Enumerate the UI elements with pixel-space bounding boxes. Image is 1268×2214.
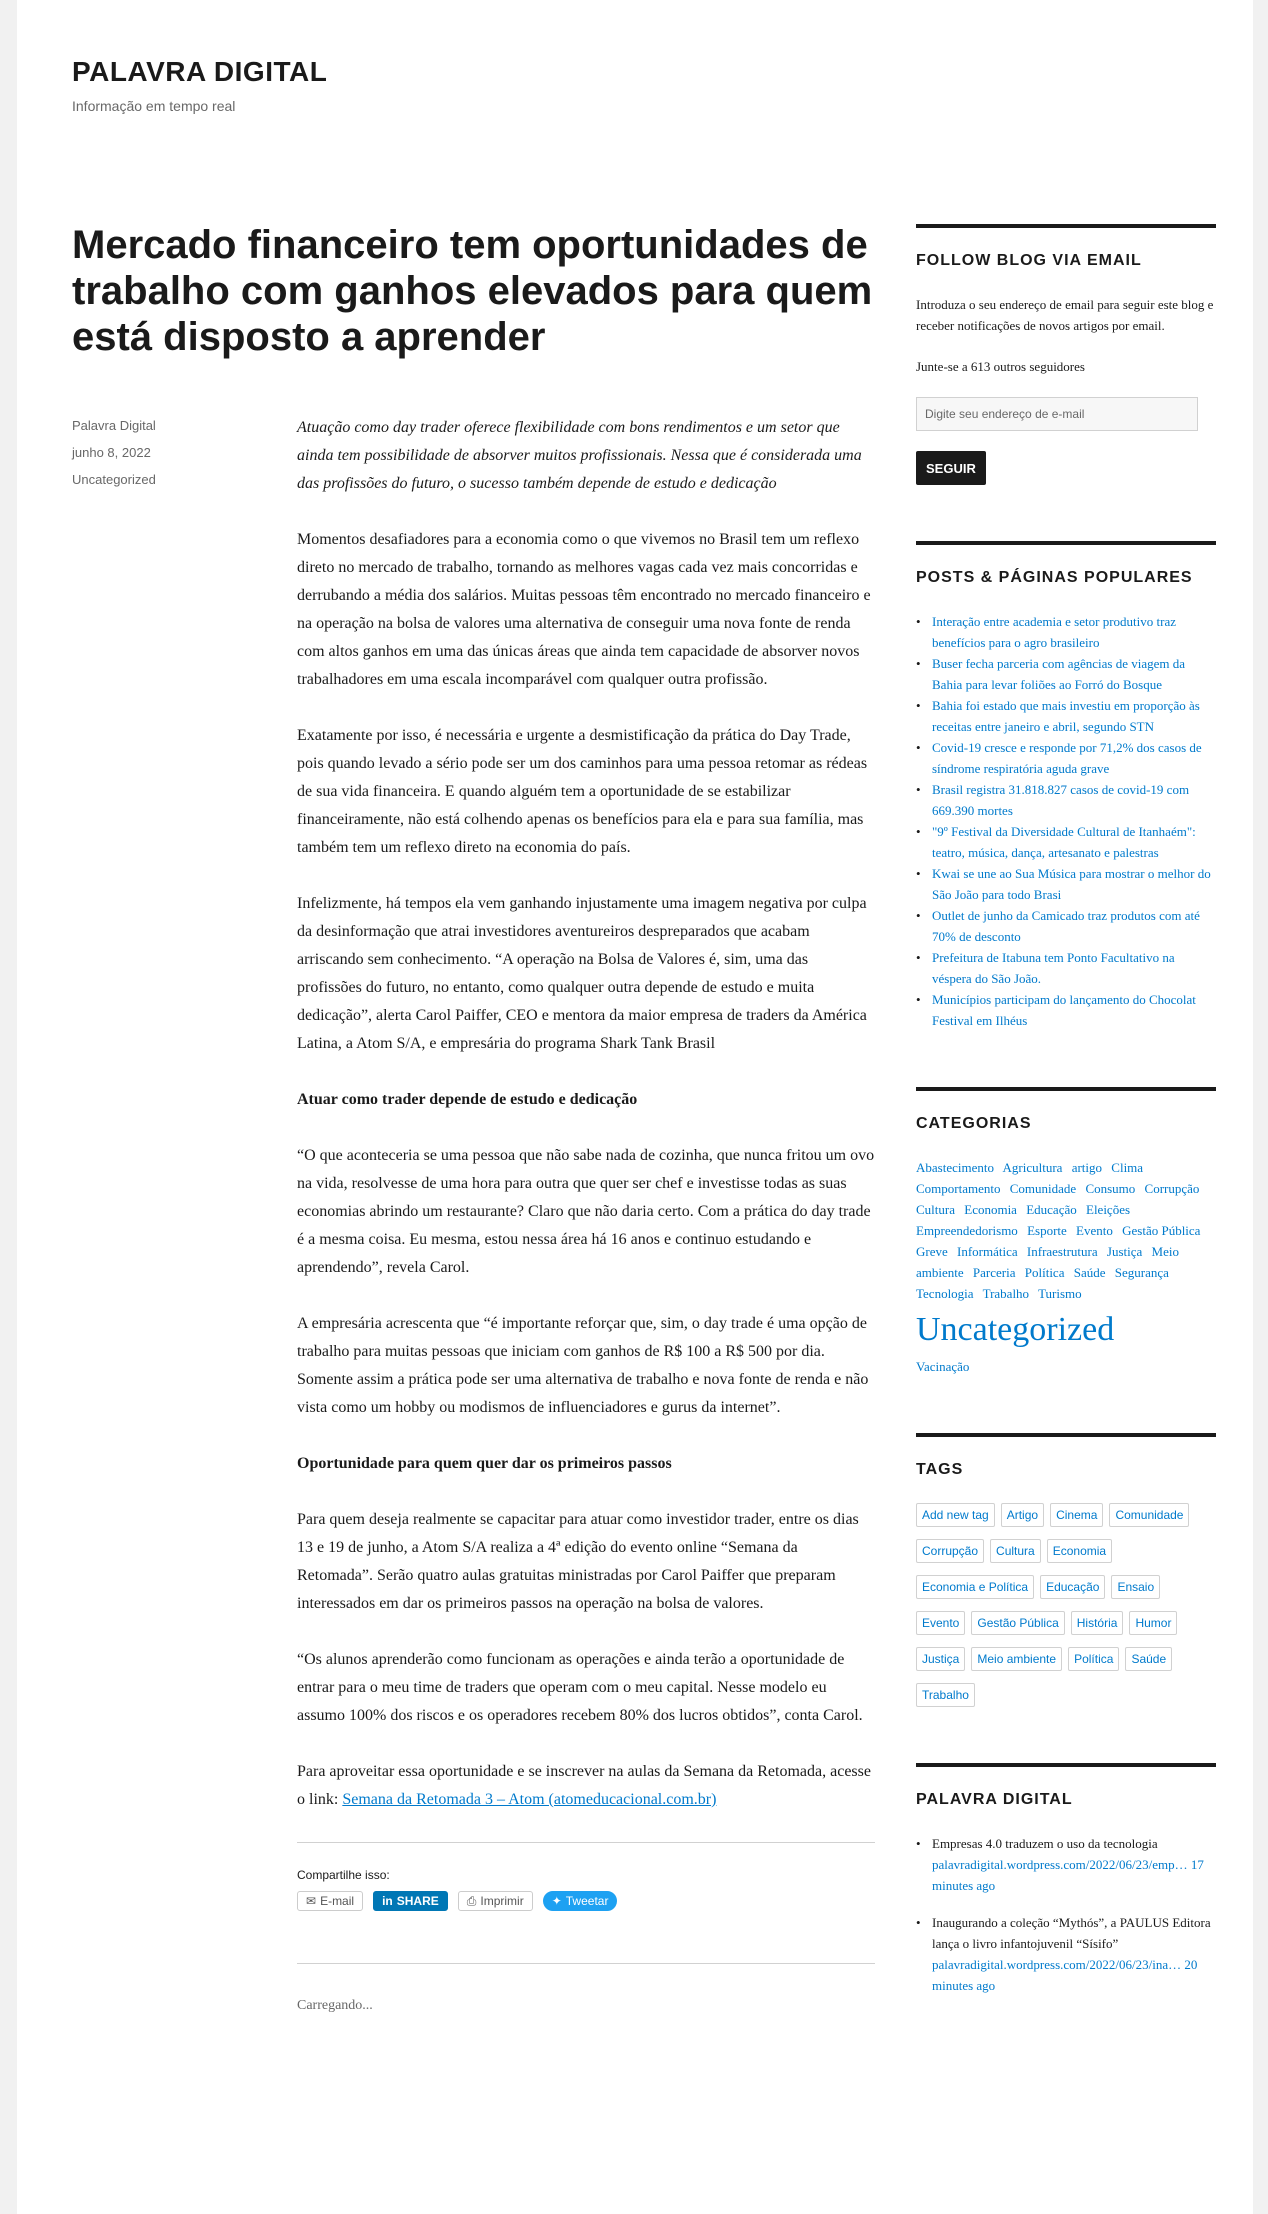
paragraph-text: Para aproveitar essa oportunidade e se inscrever na aulas da Semana da Retomada, acesse o link: [297,1763,871,1808]
retomada-link[interactable]: Semana da Retomada 3 – Atom (atomeducacional.com.br) [342,1791,717,1808]
list-item [916,737,1216,779]
popular-link[interactable]: Covid-19 cresce e responde por 71,2% dos casos de síndrome respiratória aguda grave [932,740,1202,776]
category-link[interactable]: Comunidade [1009,1181,1077,1196]
category-link[interactable]: Vacinação [916,1359,970,1374]
tag-link[interactable]: Justiça [916,1647,965,1671]
category-link[interactable]: Parceria [972,1265,1016,1280]
loading-indicator: Carregando... [297,1963,875,2020]
popular-list [916,611,1216,1031]
category-cloud [916,1157,1216,1377]
category-link[interactable]: Greve [916,1244,948,1259]
widget-title: TAGS [916,1461,964,1478]
list-item [916,611,1216,653]
list-item [916,863,1216,905]
paragraph: “O que aconteceria se uma pessoa que não sabe nada de cozinha, que nunca fritou um ovo na vida, resolvesse de uma hora para outra que quer ser chef e investisse todas as suas economias abrindo um restaurante? Claro que não daria certo. Com a prática do day trade é a mesma coisa. Eu mesma, estou nessa área há 16 anos e continuo estudando e aprendendo”, revela Carol. [297,1147,875,1276]
post-date[interactable]: junho 8, 2022 [72,445,151,460]
popular-link[interactable]: Municípios participam do lançamento do Chocolat Festival em Ilhéus [932,992,1196,1028]
share-email-label: E-mail [320,1894,355,1908]
section-heading: Oportunidade para quem quer dar os primeiros passos [297,1455,672,1472]
category-link-uncategorized[interactable]: Uncategorized [916,1311,1115,1348]
popular-link[interactable]: Brasil registra 31.818.827 casos de covid-19 com 669.390 mortes [932,782,1190,818]
share-linkedin-button[interactable] [373,1891,448,1911]
share-twitter-label: Tweetar [565,1894,609,1908]
category-link[interactable]: Abastecimento [916,1160,994,1175]
share-print-button[interactable] [458,1891,533,1911]
tag-link[interactable]: Gestão Pública [971,1611,1064,1635]
share-twitter-button[interactable] [543,1891,618,1911]
recent-link[interactable]: palavradigital.wordpress.com/2022/06/23/ina… [932,1957,1182,1972]
recent-time: 20 minutes ago [932,1957,1198,1993]
popular-link[interactable]: Interação entre academia e setor produtivo traz benefícios para o agro brasileiro [932,614,1176,650]
popular-link[interactable]: Prefeitura de Itabuna tem Ponto Facultativo na véspera do São João. [932,950,1175,986]
category-link[interactable]: Turismo [1038,1286,1082,1301]
category-link[interactable]: artigo [1071,1160,1103,1175]
share-linkedin-label: SHARE [396,1894,439,1908]
post-title: Mercado financeiro tem oportunidades de trabalho com ganhos elevados para quem está disposto a aprender [72,223,873,359]
site-header [72,56,672,114]
envelope-icon: ✉ [306,1894,317,1908]
category-link[interactable]: Saúde [1073,1265,1106,1280]
recent-widget [916,1763,1216,1996]
widget-title: POSTS & PÁGINAS POPULARES [916,569,1193,586]
follower-count: Junte-se a 613 outros seguidores [916,359,1085,374]
tag-link[interactable]: Humor [1129,1611,1177,1635]
popular-widget [916,541,1216,1031]
tag-link[interactable]: Ensaio [1111,1575,1160,1599]
tag-link[interactable]: Comunidade [1109,1503,1189,1527]
paragraph: Exatamente por isso, é necessária e urgente a desmistificação da prática do Day Trade, pois quando levado a sério pode ser um dos caminhos para uma pessoa retomar as rédeas de sua vida financeira. E quando alguém tem a oportunidade de se estabilizar financeiramente, não está colhendo apenas os benefícios para ela e para sua família, mas também tem um reflexo direto na economia do país. [297,727,868,856]
category-link[interactable]: Educação [1026,1202,1077,1217]
category-link[interactable]: Meio ambiente [916,1244,1179,1280]
share-buttons [297,1891,875,1911]
category-link[interactable]: Política [1024,1265,1065,1280]
list-item [916,779,1216,821]
paragraph: A empresária acrescenta que “é importante reforçar que, sim, o day trade é uma opção de trabalho para muitas pessoas que iniciam com ganhos de R$ 100 a R$ 500 por dia. Somente assim a prática pode ser uma alternativa de trabalho e nova fonte de renda e não vista como um hobby ou modismos de influenciadores e gurus da internet”. [297,1315,869,1416]
category-link[interactable]: Segurança [1114,1265,1169,1280]
popular-link[interactable]: Bahia foi estado que mais investiu em proporção às receitas entre janeiro e abril, segundo STN [932,698,1200,734]
category-link[interactable]: Tecnologia [916,1286,974,1301]
follow-description: Introduza o seu endereço de email para seguir este blog e receber notificações de novos artigos por email. [916,297,1214,333]
widget-title: PALAVRA DIGITAL [916,1791,1073,1808]
share-email-button[interactable] [297,1891,363,1911]
tag-link[interactable]: Evento [916,1611,965,1635]
tag-link[interactable]: História [1071,1611,1124,1635]
popular-link[interactable]: Buser fecha parceria com agências de viagem da Bahia para levar foliões ao Forró do Bosque [932,656,1186,692]
follow-widget [916,224,1216,485]
tag-link[interactable]: Cinema [1050,1503,1103,1527]
category-link[interactable]: Economia [964,1202,1017,1217]
category-link[interactable]: Infraestrutura [1026,1244,1098,1259]
category-link[interactable]: Evento [1076,1223,1113,1238]
sidebar [916,224,1216,2052]
list-item [916,1833,1216,1896]
post-author[interactable]: Palavra Digital [72,418,156,433]
email-input[interactable]: Digite seu endereço de e-mail [916,397,1198,431]
list-item [916,947,1216,989]
post-meta [72,418,272,499]
tag-cloud [916,1503,1206,1707]
category-link[interactable]: Empreendedorismo [916,1223,1018,1238]
paragraph: Para quem deseja realmente se capacitar para atuar como investidor trader, entre os dias 13 e 19 de junho, a Atom S/A realiza a 4ª edição do evento online “Semana da Retomada”. Serão quatro aulas gratuitas ministradas por Carol Paiffer que preparam interessados em dar os primeiros passos na operação na bolsa de valores. [297,1511,859,1612]
section-heading: Atuar como trader depende de estudo e dedicação [297,1091,638,1108]
tag-link[interactable]: Corrupção [916,1539,984,1563]
page [17,0,1253,2214]
tag-link[interactable]: Política [1068,1647,1119,1671]
list-item [916,821,1216,863]
post-content [297,414,875,2020]
tag-link[interactable]: Add new tag [916,1503,995,1527]
category-link[interactable]: Consumo [1085,1181,1136,1196]
list-item [916,1912,1216,1996]
tag-link[interactable]: Saúde [1125,1647,1172,1671]
category-link[interactable]: Trabalho [982,1286,1030,1301]
tag-link[interactable]: Meio ambiente [971,1647,1062,1671]
list-item [916,653,1216,695]
tags-widget [916,1433,1216,1707]
share-section [297,1842,875,1911]
recent-title: Empresas 4.0 traduzem o uso da tecnologia [932,1836,1158,1851]
categories-widget [916,1087,1216,1377]
site-tagline: Informação em tempo real [72,98,236,114]
category-link[interactable]: Eleições [1086,1202,1131,1217]
printer-icon: ⎙ [466,1894,477,1908]
tag-link[interactable]: Trabalho [916,1683,975,1707]
category-link[interactable]: Clima [1111,1160,1144,1175]
paragraph: Infelizmente, há tempos ela vem ganhando injustamente uma imagem negativa por culpa da desinformação que atrai investidores aventureiros despreparados que acabam arriscando sem conhecimento. “A operação na Bolsa de Valores é, sim, uma das profissões do futuro, no entanto, como qualquer outra depende de estudo e muita dedicação”, alerta Carol Paiffer, CEO e mentora da maior empresa de traders da América Latina, a Atom S/A, e empresária do programa Shark Tank Brasil [297,895,867,1052]
category-link[interactable]: Gestão Pública [1122,1223,1201,1238]
recent-time: 17 minutes ago [932,1857,1204,1893]
tag-link[interactable]: Educação [1040,1575,1105,1599]
popular-link[interactable]: Kwai se une ao Sua Música para mostrar o melhor do São João para todo Brasi [932,866,1211,902]
category-link[interactable]: Agricultura [1002,1160,1063,1175]
category-link[interactable]: Cultura [916,1202,955,1217]
paragraph [297,1758,875,1814]
category-link[interactable]: Esporte [1027,1223,1067,1238]
follow-button[interactable]: SEGUIR [916,451,986,485]
widget-title: FOLLOW BLOG VIA EMAIL [916,252,1142,269]
list-item [916,989,1216,1031]
recent-link[interactable]: palavradigital.wordpress.com/2022/06/23/emp… [932,1857,1188,1872]
tag-link[interactable]: Economia e Política [916,1575,1034,1599]
linkedin-icon: in [382,1894,393,1908]
tag-link[interactable]: Economia [1047,1539,1112,1563]
twitter-icon: ✦ [551,1894,562,1908]
category-link[interactable]: Comportamento [916,1181,1001,1196]
post-category[interactable]: Uncategorized [72,472,156,487]
widget-title: CATEGORIAS [916,1115,1032,1132]
site-title[interactable]: PALAVRA DIGITAL [72,56,328,87]
paragraph: Momentos desafiadores para a economia como o que vivemos no Brasil tem um reflexo direto no mercado de trabalho, tornando as melhores vagas cada vez mais concorridas e derrubando a média dos salários. Muitas pessoas têm encontrado no mercado financeiro e na operação na bolsa de valores uma alternativa de conseguir uma nova fonte de renda com altos ganhos em uma das únicas áreas que ainda tem capacidade de absorver novos trabalhadores em uma escala incomparável com qualquer outra profissão. [297,531,871,688]
post-lead: Atuação como day trader oferece flexibilidade com bons rendimentos e um setor que ainda tem possibilidade de absorver muitos profissionais. Nessa que é considerada uma das profissões do futuro, o sucesso também depende de estudo e dedicação [297,419,862,492]
category-link[interactable]: Justiça [1106,1244,1143,1259]
recent-list [916,1833,1216,1996]
recent-title: Inaugurando a coleção “Mythós”, a PAULUS Editora lança o livro infantojuvenil “Sísifo” [932,1915,1211,1951]
list-item [916,905,1216,947]
share-title: Compartilhe isso: [297,1868,390,1882]
share-print-label: Imprimir [480,1894,524,1908]
list-item [916,695,1216,737]
category-link[interactable]: Informática [957,1244,1018,1259]
popular-link[interactable]: "9º Festival da Diversidade Cultural de Itanhaém": teatro, música, dança, artesanato e palestras [932,824,1196,860]
popular-link[interactable]: Outlet de junho da Camicado traz produtos com até 70% de desconto [932,908,1200,944]
paragraph: “Os alunos aprenderão como funcionam as operações e ainda terão a oportunidade de entrar para o meu time de traders que operam com o meu capital. Nesse modelo eu assumo 100% dos riscos e os operadores recebem 80% dos lucros obtidos”, conta Carol. [297,1651,863,1724]
tag-link[interactable]: Cultura [990,1539,1041,1563]
category-link[interactable]: Corrupção [1144,1181,1200,1196]
tag-link[interactable]: Artigo [1001,1503,1044,1527]
